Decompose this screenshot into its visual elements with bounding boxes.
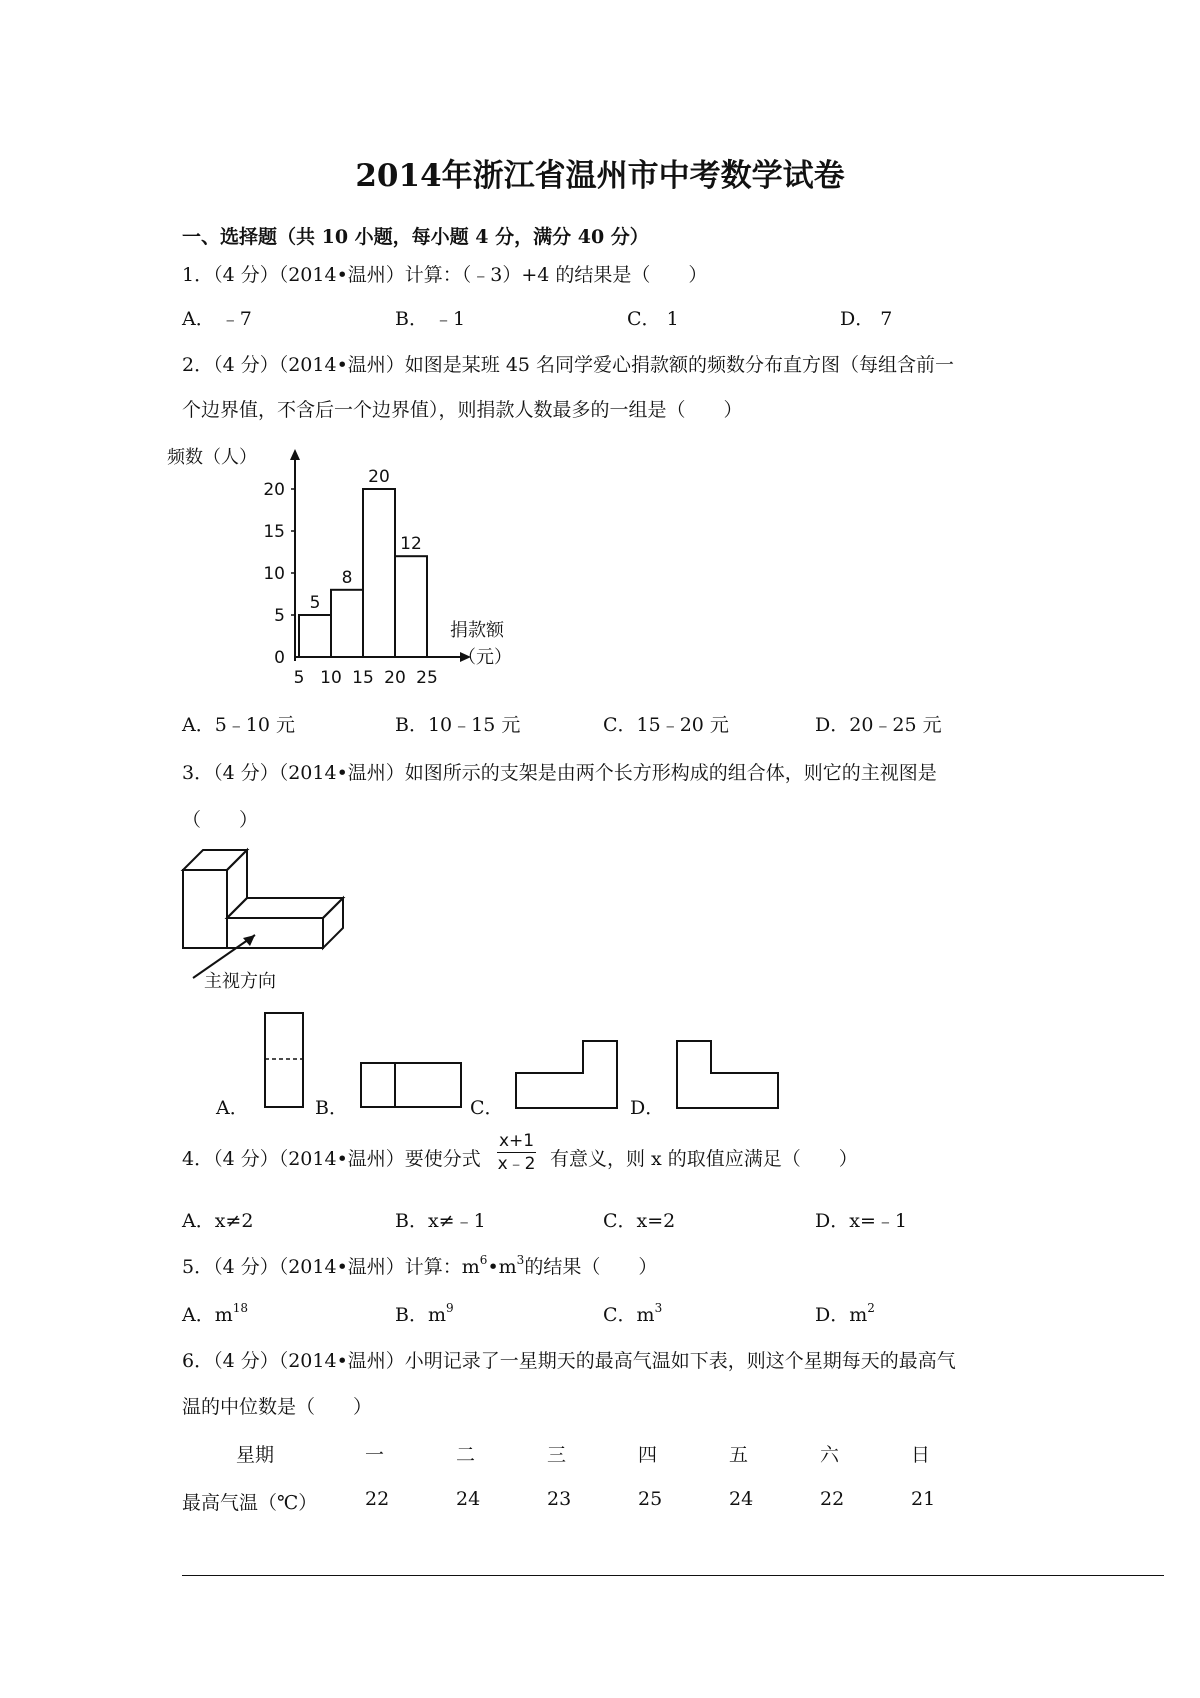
- q3-option-a-letter: A．: [216, 1097, 249, 1119]
- q3-stem: 3．（4 分）（2014•温州）如图所示的支架是由两个长方形构成的组合体，则它的主视图是: [182, 762, 937, 784]
- bar-value-label: 8: [341, 567, 353, 588]
- q1-option-c: C． 1: [627, 308, 679, 330]
- table-temp-cell: 24: [729, 1488, 754, 1510]
- table-temp-cell: 22: [820, 1488, 845, 1510]
- table-temp-cell: 23: [547, 1488, 572, 1510]
- histogram-bar: [363, 489, 395, 657]
- y-tick-label: 5: [274, 606, 285, 626]
- view-direction-label: 主视方向: [204, 971, 276, 992]
- q4-numerator: x+1: [499, 1131, 535, 1151]
- q2-stem-line2: 个边界值，不含后一个边界值），则捐款人数最多的一组是（ ）: [182, 399, 743, 421]
- q2-option-b: B．10﹣15 元: [395, 714, 521, 736]
- table-day-header: 日: [911, 1444, 931, 1466]
- histogram-chart: [167, 445, 595, 695]
- side-low-face: [323, 898, 343, 948]
- table-day-header: 六: [820, 1444, 840, 1466]
- bar-value-label: 20: [368, 467, 390, 487]
- q5-stem: 5．（4 分）（2014•温州）计算：$m^6•m^3$的结果（ ）: [182, 1253, 658, 1278]
- q6-stem-line1: 6．（4 分）（2014•温州）小明记录了一星期天的最高气温如下表，则这个星期每天的最高气: [182, 1350, 956, 1372]
- q1-option-a: A． ﹣7: [182, 308, 252, 330]
- q3-option-d-letter: D．: [630, 1097, 665, 1119]
- table-header-label: 星期: [236, 1444, 275, 1466]
- q1-option-b: B． ﹣1: [395, 308, 466, 330]
- table-row-label: 最高气温（℃）: [182, 1492, 318, 1514]
- q4-fraction: [497, 1130, 536, 1175]
- q4-option-c: C．x=2: [603, 1210, 676, 1232]
- q2-stem-line1: 2．（4 分）（2014•温州）如图是某班 45 名同学爱心捐款额的频数分布直方图（每组含前一: [182, 354, 955, 376]
- x-tick-label: 20: [384, 668, 406, 688]
- bar-value-label: 12: [400, 534, 422, 555]
- table-temp-cell: 21: [911, 1488, 936, 1510]
- q3-paren: （ ）: [182, 809, 259, 831]
- x-tick-label: 5: [293, 668, 305, 688]
- q4-option-b: B．x≠﹣1: [395, 1210, 486, 1232]
- q5-option-b: B．$m^9$: [395, 1301, 454, 1326]
- q3-option-d-figure: [676, 1040, 786, 1112]
- q1-option-d: D． 7: [840, 308, 893, 330]
- q3-option-b-figure: [360, 1062, 464, 1112]
- q4-option-a: A．x≠2: [182, 1210, 254, 1232]
- q5-option-d: D．$m^2$: [815, 1301, 875, 1326]
- x-axis-label: 捐款额: [450, 620, 504, 641]
- y-tick-label: 0: [274, 648, 285, 668]
- q5-option-a: A．$m^{18}$: [182, 1301, 249, 1326]
- histogram-bar: [395, 556, 427, 657]
- table-temp-cell: 25: [638, 1488, 663, 1510]
- y-tick-label: 15: [263, 522, 285, 542]
- y-axis-label: 频数（人）: [167, 447, 257, 468]
- q2-option-c: C．15﹣20 元: [603, 714, 729, 736]
- q3-option-c-figure: [515, 1040, 625, 1112]
- table-temp-cell: 22: [365, 1488, 390, 1510]
- q4-option-d: D．x=﹣1: [815, 1210, 907, 1232]
- table-day-header: 五: [729, 1444, 749, 1466]
- x-tick-label: 15: [352, 668, 374, 688]
- y-tick-label: 10: [263, 564, 285, 584]
- q4-stem-after: 有意义，则 x 的取值应满足（ ）: [550, 1148, 858, 1170]
- bar-value-label: 5: [309, 593, 321, 613]
- histogram-bar: [299, 615, 331, 657]
- q4-denominator: x﹣2: [497, 1154, 536, 1174]
- q2-option-a: A．5﹣10 元: [182, 714, 296, 736]
- table-temp-cell: 24: [456, 1488, 481, 1510]
- q2-option-d: D．20﹣25 元: [815, 714, 942, 736]
- view-arrow-head: [243, 935, 255, 946]
- page-title: 2014年浙江省温州市中考数学试卷: [355, 158, 845, 194]
- q3-option-a-figure: [264, 1012, 306, 1112]
- x-axis-unit-label: （元）: [458, 647, 512, 668]
- q3-option-b-letter: B．: [315, 1097, 348, 1119]
- y-tick-label: 20: [263, 480, 285, 500]
- q6-stem-line2: 温的中位数是（ ）: [182, 1396, 373, 1418]
- q1-stem: 1．（4 分）（2014•温州）计算：（﹣3）+4 的结果是（ ）: [182, 264, 708, 286]
- section-heading: 一、选择题（共 10 小题，每小题 4 分，满分 40 分）: [182, 226, 649, 248]
- table-day-header: 四: [638, 1444, 658, 1466]
- x-tick-label: 25: [416, 668, 438, 688]
- table-day-header: 三: [547, 1444, 567, 1466]
- front-tall-face: [183, 870, 227, 948]
- histogram-bar: [331, 590, 363, 657]
- q3-option-c-letter: C．: [470, 1097, 504, 1119]
- y-axis-arrow: [290, 449, 300, 460]
- footer-rule: [182, 1575, 1164, 1576]
- table-day-header: 一: [365, 1444, 385, 1466]
- x-tick-label: 10: [320, 668, 342, 688]
- q4-stem-before: 4．（4 分）（2014•温州）要使分式: [182, 1148, 481, 1170]
- table-day-header: 二: [456, 1444, 476, 1466]
- q5-option-c: C．$m^3$: [603, 1301, 663, 1326]
